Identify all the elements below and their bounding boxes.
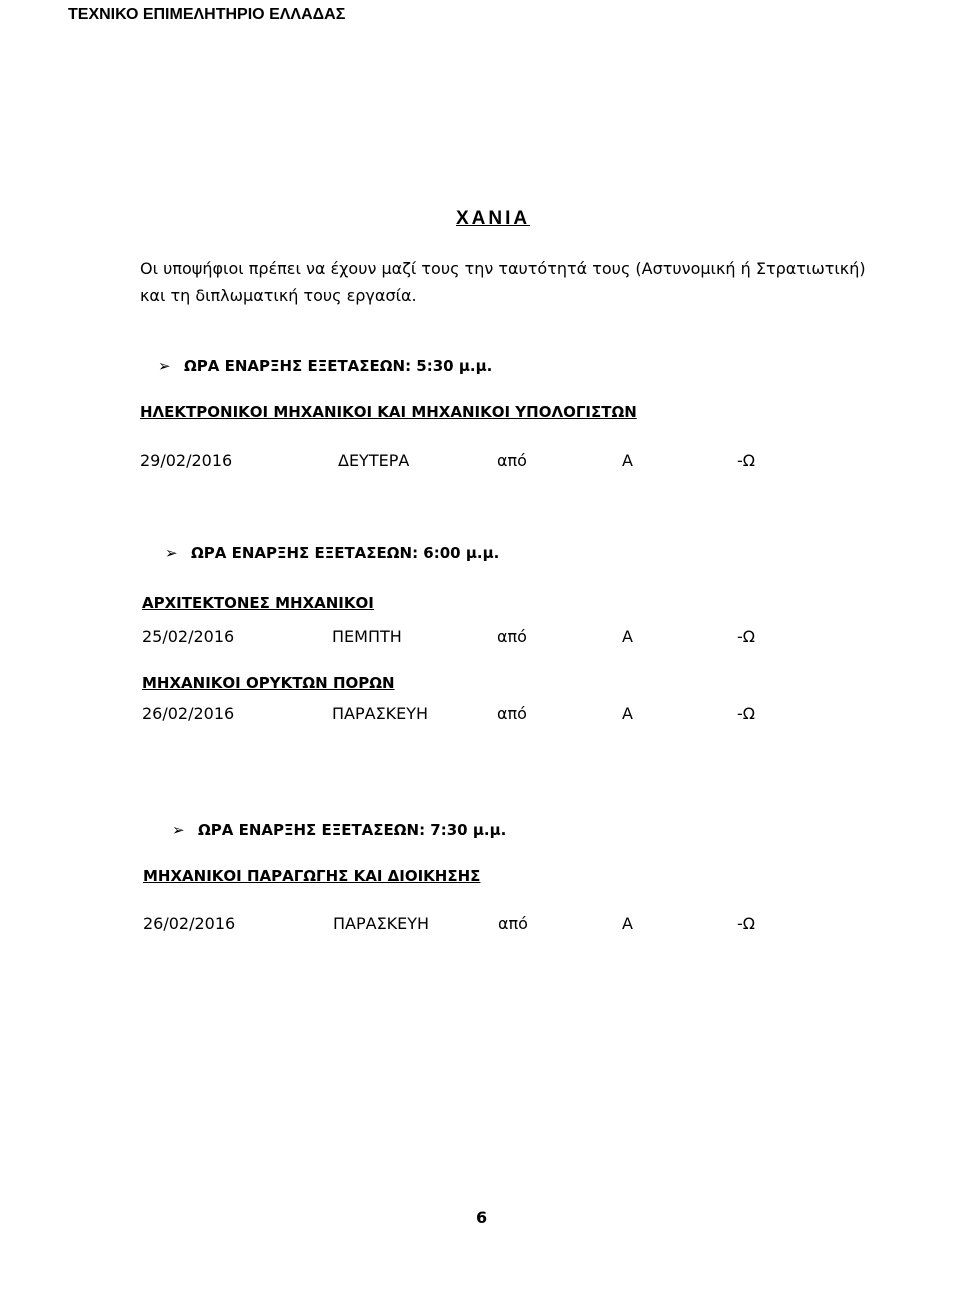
from-label: από — [497, 451, 527, 470]
start-time-text: ΩΡΑ ΕΝΑΡΞΗΣ ΕΞΕΤΑΣΕΩΝ: 6:00 μ.μ. — [191, 544, 500, 562]
from-label: από — [497, 704, 527, 723]
arrow-bullet-icon: ➢ — [165, 544, 178, 562]
exam-date: 26/02/2016 — [143, 914, 236, 933]
start-time-bullet-2 — [165, 544, 499, 562]
exam-row — [0, 451, 960, 473]
exam-date: 25/02/2016 — [142, 627, 235, 646]
exam-day: ΠΑΡΑΣΚΕΥΗ — [332, 704, 429, 723]
specialty-heading: ΗΛΕΚΤΡΟΝΙΚΟΙ ΜΗΧΑΝΙΚΟΙ ΚΑΙ ΜΗΧΑΝΙΚΟΙ ΥΠΟΛΟΓΙΣΤΩΝ — [140, 403, 637, 421]
range-start: Α — [622, 627, 633, 646]
start-time-bullet-1 — [158, 357, 492, 375]
exam-row — [0, 704, 960, 726]
range-end: -Ω — [737, 704, 755, 723]
exam-day: ΠΕΜΠΤΗ — [332, 627, 402, 646]
range-end: -Ω — [737, 451, 755, 470]
from-label: από — [498, 914, 528, 933]
exam-row — [0, 627, 960, 649]
exam-date: 26/02/2016 — [142, 704, 235, 723]
specialty-heading: ΑΡΧΙΤΕΚΤΟΝΕΣ ΜΗΧΑΝΙΚΟΙ — [142, 594, 374, 612]
range-start: Α — [622, 704, 633, 723]
range-end: -Ω — [737, 627, 755, 646]
range-end: -Ω — [737, 914, 755, 933]
arrow-bullet-icon: ➢ — [158, 357, 171, 375]
exam-row — [0, 914, 960, 936]
specialty-heading: ΜΗΧΑΝΙΚΟΙ ΠΑΡΑΓΩΓΗΣ ΚΑΙ ΔΙΟΙΚΗΣΗΣ — [143, 867, 481, 885]
start-time-text: ΩΡΑ ΕΝΑΡΞΗΣ ΕΞΕΤΑΣΕΩΝ: 5:30 μ.μ. — [184, 357, 493, 375]
start-time-text: ΩΡΑ ΕΝΑΡΞΗΣ ΕΞΕΤΑΣΕΩΝ: 7:30 μ.μ. — [198, 821, 507, 839]
range-start: Α — [622, 451, 633, 470]
exam-day: ΠΑΡΑΣΚΕΥΗ — [333, 914, 430, 933]
document-header: ΤΕΧΝΙΚΟ ΕΠΙΜΕΛΗΤΗΡΙΟ ΕΛΛΑΔΑΣ — [68, 6, 346, 23]
exam-day: ΔΕΥΤΕΡΑ — [338, 451, 410, 470]
start-time-bullet-3 — [172, 821, 506, 839]
exam-date: 29/02/2016 — [140, 451, 233, 470]
from-label: από — [497, 627, 527, 646]
intro-line-1: Οι υποψήφιοι πρέπει να έχουν μαζί τους την ταυτότητά τους (Αστυνομική ή Στρατιωτική) — [140, 259, 866, 278]
arrow-bullet-icon: ➢ — [172, 821, 185, 839]
intro-line-2: και τη διπλωματική τους εργασία. — [140, 286, 417, 305]
specialty-heading: ΜΗΧΑΝΙΚΟΙ ΟΡΥΚΤΩΝ ΠΟΡΩΝ — [142, 674, 395, 692]
page-number: 6 — [476, 1208, 488, 1227]
city-title: ΧΑΝΙΑ — [456, 208, 531, 229]
range-start: Α — [622, 914, 633, 933]
